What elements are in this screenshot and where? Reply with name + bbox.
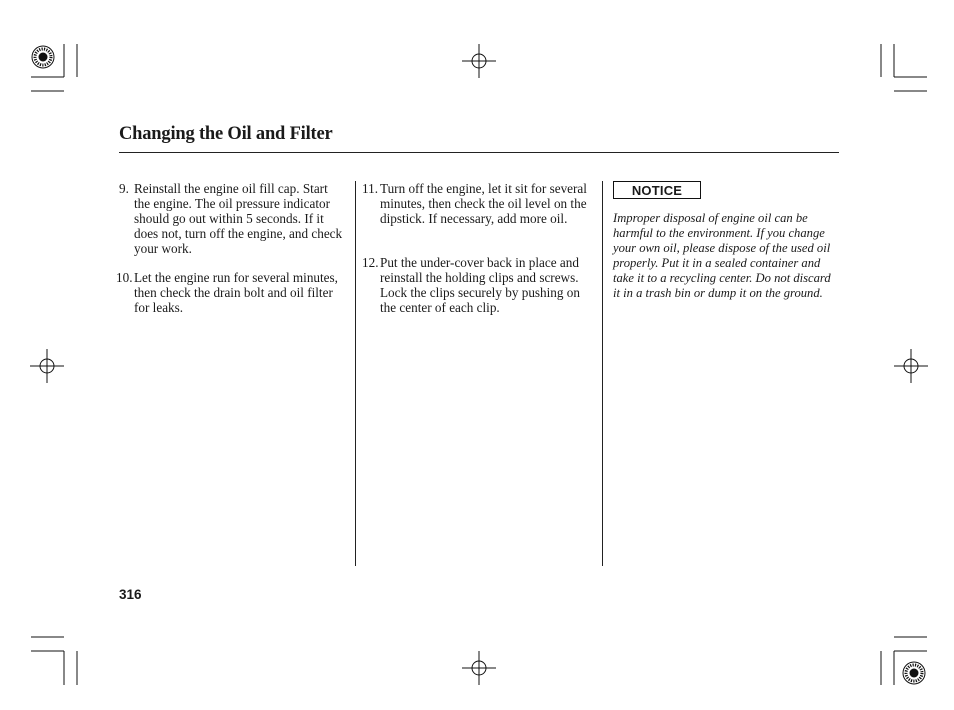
page-title: Changing the Oil and Filter [119, 124, 333, 144]
step-text: Reinstall the engine oil fill cap. Start the engine. The oil pressure indicator should go out within 5 seconds. If it does not, turn off the engine, and check your work. [134, 181, 343, 256]
step-9 [119, 181, 345, 256]
notice-text: Improper disposal of engine oil can be harmful to the environment. If you change your own oil, please dispose of the used oil properly. Put it in a sealed container and take it to a recycling center. Do not discard it in a trash bin or dump it on the ground. [613, 211, 831, 300]
step-12 [362, 255, 594, 315]
notice-badge [613, 181, 701, 199]
notice-label: NOTICE [631, 182, 683, 198]
step-11 [362, 181, 594, 226]
column-divider-left [355, 181, 356, 566]
step-number: 11. [362, 181, 378, 196]
step-10 [116, 270, 345, 315]
step-text: Turn off the engine, let it sit for several minutes, then check the oil level on the dipstick. If necessary, add more oil. [380, 181, 587, 226]
step-number: 9. [119, 181, 129, 196]
column-divider-right [602, 181, 603, 566]
page-number: 316 [119, 587, 142, 602]
step-number: 12. [362, 255, 379, 270]
step-text: Put the under-cover back in place and reinstall the holding clips and screws. Lock the clips securely by pushing on the center of each clip. [380, 255, 580, 315]
title-rule [119, 152, 839, 153]
step-text: Let the engine run for several minutes, then check the drain bolt and oil filter for leaks. [134, 270, 338, 315]
step-number: 10. [116, 270, 133, 285]
